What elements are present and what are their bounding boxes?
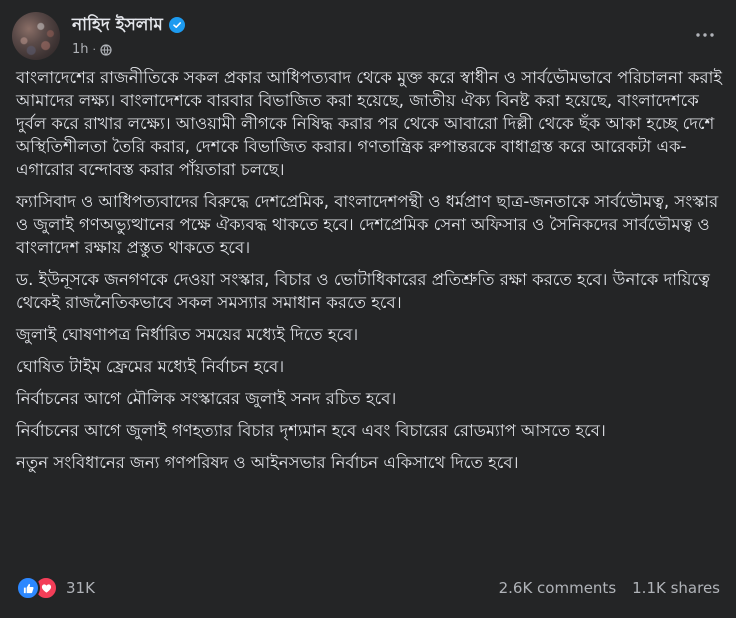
post-footer [16,574,720,602]
more-dots-icon [696,33,714,37]
avatar[interactable] [12,12,60,60]
like-icon [16,576,40,600]
post-body [16,66,722,483]
author-row [72,14,185,36]
reaction-count[interactable]: 31K [66,579,95,597]
verified-badge-icon [169,17,185,33]
comments-count-link[interactable]: 2.6K comments [498,579,617,597]
author-name[interactable]: নাহিদ ইসলাম [72,15,163,35]
more-options-button[interactable] [690,20,720,50]
shares-count-link[interactable]: 1.1K shares [632,579,720,597]
post-header [12,12,724,62]
post-paragraph: ড. ইউনূসকে জনগণকে দেওয়া সংস্কার, বিচার ও ভোটাধিকারের প্রতিশ্রুতি রক্ষা করতে হবে। উনাকে দায়িত্বে থেকেই রাজনৈতিকভাবে সকল সমস্যার সমাধান করতে হবে। [16,270,710,312]
reaction-icons [16,576,58,600]
post-paragraph: নির্বাচনের আগে জুলাই গণহত্যার বিচার দৃশ্যমান হবে এবং বিচারের রোডম্যাপ আসতে হবে। [16,421,606,440]
post-paragraph: নির্বাচনের আগে মৌলিক সংস্কারের জুলাই সনদ রচিত হবে। [16,389,397,408]
post-paragraph: বাংলাদেশের রাজনীতিকে সকল প্রকার আধিপত্যবাদ থেকে মুক্ত করে স্বাধীন ও সার্বভৌমভাবে পরিচালনা করাই আমাদের লক্ষ্য। বাংলাদেশকে বারবার বিভাজিত করা হয়েছে, জাতীয় ঐক্য বিনষ্ট করা হয়েছে, বাংলাদেশকে দুর্বল করে রাখার লক্ষ্যে। আওয়ামী লীগকে নিষিদ্ধ করার পর থেকে আবারো দিল্লী থেকে ছঁক আকা হচ্ছে দেশে অস্থিতিশীলতা তৈরি করার, দেশকে বিভাজিত করার। গণতান্ত্রিক রুপান্তরকে বাধাগ্রস্ত করে আরেকটা এক-এগারোর বন্দোবস্ত করার পাঁয়তারা চলছে। [16,68,722,179]
post-paragraph: ফ্যাসিবাদ ও আধিপত্যবাদের বিরুদ্ধে দেশপ্রেমিক, বাংলাদেশপন্থী ও ধর্মপ্রাণ ছাত্র-জনতাকে সার্বভৌমত্ব, সংস্কার ও জুলাই গণঅভ্যুত্থানের পক্ষে ঐক্যবদ্ধ থাকতে হবে। দেশপ্রেমিক সেনা অফিসার ও সৈনিকদের সার্বভৌমত্ব ও বাংলাদেশ রক্ষায় প্রস্তুত থাকতে হবে। [16,192,719,257]
post-timestamp[interactable]: 1h [72,42,89,57]
post-paragraph: জুলাই ঘোষণাপত্র নির্ধারিত সময়ের মধ্যেই দিতে হবে। [16,325,359,344]
engagement-stats [499,579,720,597]
reactions-summary[interactable] [16,576,95,600]
post-meta [72,42,112,57]
globe-icon[interactable] [100,44,112,56]
post-paragraph: ঘোষিত টাইম ফ্রেমের মধ্যেই নির্বাচন হবে। [16,357,285,376]
post-paragraph: নতুন সংবিধানের জন্য গণপরিষদ ও আইনসভার নির্বাচন একিসাথে দিতে হবে। [16,453,519,472]
meta-separator: · [92,43,97,56]
